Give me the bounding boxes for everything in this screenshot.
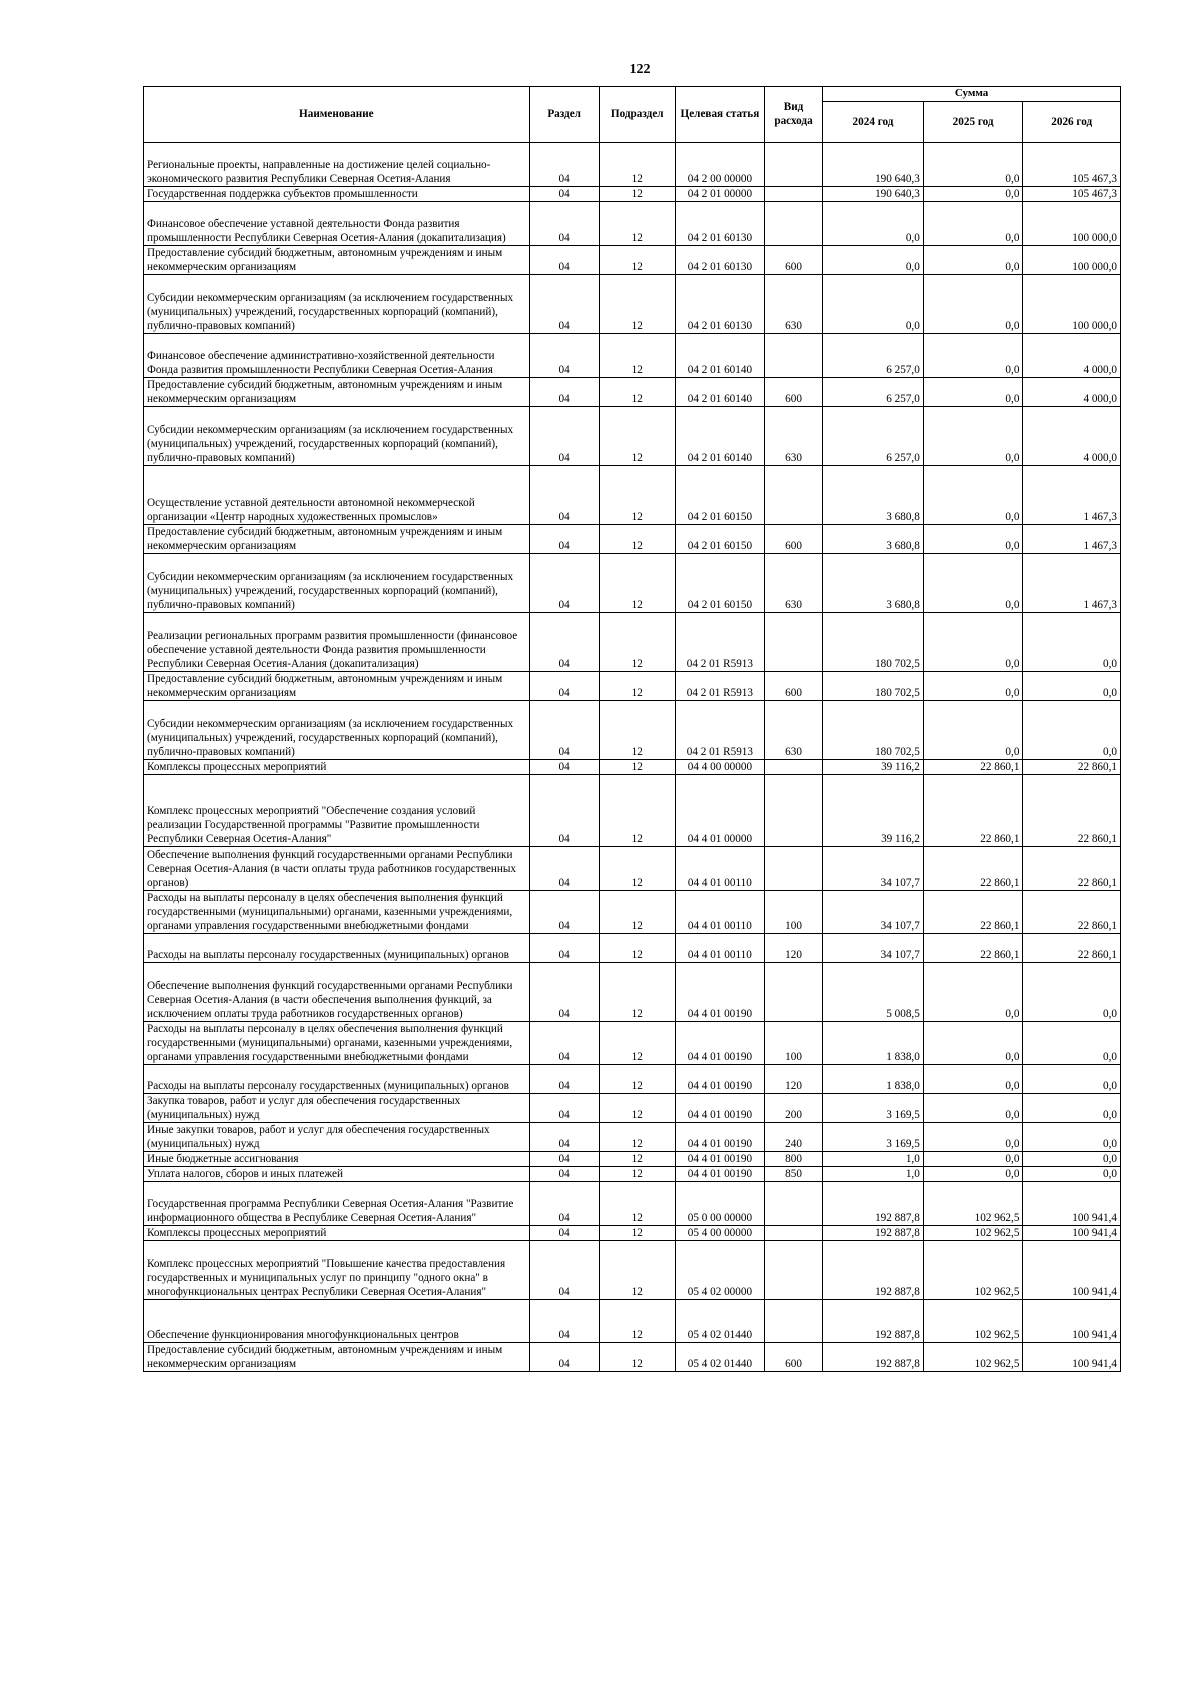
- cell-2025: 102 962,5: [923, 1299, 1023, 1342]
- cell-name: Комплексы процессных мероприятий: [144, 759, 530, 774]
- cell-subsection: 12: [599, 1225, 675, 1240]
- cell-subsection: 12: [599, 1151, 675, 1166]
- table-row: [144, 1151, 1121, 1166]
- cell-section: 04: [529, 1064, 599, 1093]
- cell-type: 120: [764, 933, 822, 962]
- cell-type: 600: [764, 245, 822, 274]
- cell-target: 04 4 01 00190: [675, 1151, 764, 1166]
- cell-2026: 1 467,3: [1023, 524, 1121, 553]
- cell-type: [764, 962, 822, 1021]
- cell-target: 04 2 01 R5913: [675, 671, 764, 700]
- cell-target: 05 4 00 00000: [675, 1225, 764, 1240]
- cell-2024: 3 680,8: [823, 524, 924, 553]
- header-name: Наименование: [144, 87, 530, 143]
- cell-2026: 0,0: [1023, 1093, 1121, 1122]
- cell-target: 04 4 01 00110: [675, 933, 764, 962]
- cell-target: 04 2 01 60150: [675, 553, 764, 612]
- cell-2024: 192 887,8: [823, 1299, 924, 1342]
- cell-type: 240: [764, 1122, 822, 1151]
- cell-subsection: 12: [599, 962, 675, 1021]
- cell-target: 04 4 01 00190: [675, 1064, 764, 1093]
- cell-section: 04: [529, 333, 599, 377]
- cell-name: Обеспечение выполнения функций государственными органами Республики Северная Осетия-Алания (в части оплаты труда работников государственных органов): [144, 846, 530, 890]
- cell-2026: 0,0: [1023, 1151, 1121, 1166]
- cell-subsection: 12: [599, 1166, 675, 1181]
- cell-2026: 0,0: [1023, 671, 1121, 700]
- cell-2025: 0,0: [923, 700, 1023, 759]
- cell-2025: 0,0: [923, 201, 1023, 245]
- cell-target: 04 2 01 60150: [675, 524, 764, 553]
- cell-2024: 1 838,0: [823, 1021, 924, 1064]
- cell-name: Предоставление субсидий бюджетным, автономным учреждениям и иным некоммерческим организациям: [144, 524, 530, 553]
- cell-2026: 4 000,0: [1023, 333, 1121, 377]
- cell-2024: 192 887,8: [823, 1181, 924, 1225]
- table-row: [144, 1122, 1121, 1151]
- cell-2025: 22 860,1: [923, 774, 1023, 846]
- cell-2024: 3 169,5: [823, 1093, 924, 1122]
- cell-target: 04 4 01 00190: [675, 1122, 764, 1151]
- cell-2026: 100 941,4: [1023, 1181, 1121, 1225]
- table-row: [144, 1240, 1121, 1299]
- cell-2024: 180 702,5: [823, 612, 924, 671]
- cell-2024: 3 680,8: [823, 553, 924, 612]
- table-row: [144, 1299, 1121, 1342]
- cell-2026: 100 000,0: [1023, 274, 1121, 333]
- cell-section: 04: [529, 245, 599, 274]
- cell-2024: 6 257,0: [823, 333, 924, 377]
- cell-2025: 0,0: [923, 553, 1023, 612]
- table-row: [144, 890, 1121, 933]
- cell-target: 04 4 01 00190: [675, 962, 764, 1021]
- cell-target: 04 4 01 00000: [675, 774, 764, 846]
- cell-subsection: 12: [599, 201, 675, 245]
- table-row: [144, 1225, 1121, 1240]
- header-2026: 2026 год: [1023, 101, 1121, 142]
- cell-2024: 0,0: [823, 245, 924, 274]
- table-row: [144, 846, 1121, 890]
- cell-subsection: 12: [599, 333, 675, 377]
- header-target: Целевая статья: [675, 87, 764, 143]
- table-row: [144, 406, 1121, 465]
- cell-2025: 0,0: [923, 1151, 1023, 1166]
- cell-type: [764, 333, 822, 377]
- cell-name: Иные закупки товаров, работ и услуг для обеспечения государственных (муниципальных) нужд: [144, 1122, 530, 1151]
- cell-2025: 0,0: [923, 245, 1023, 274]
- cell-section: 04: [529, 465, 599, 524]
- table-row: [144, 274, 1121, 333]
- table-row: [144, 1181, 1121, 1225]
- cell-2026: 0,0: [1023, 700, 1121, 759]
- cell-section: 04: [529, 890, 599, 933]
- cell-name: Расходы на выплаты персоналу государственных (муниципальных) органов: [144, 933, 530, 962]
- cell-section: 04: [529, 700, 599, 759]
- cell-2026: 22 860,1: [1023, 846, 1121, 890]
- cell-2024: 192 887,8: [823, 1225, 924, 1240]
- cell-subsection: 12: [599, 524, 675, 553]
- cell-2026: 105 467,3: [1023, 142, 1121, 186]
- cell-2024: 192 887,8: [823, 1342, 924, 1371]
- table-row: [144, 333, 1121, 377]
- cell-target: 04 2 00 00000: [675, 142, 764, 186]
- cell-section: 04: [529, 933, 599, 962]
- cell-name: Реализации региональных программ развития промышленности (финансовое обеспечение уставной деятельности Фонда развития промышленности Республики Северная Осетия-Алания (докапитализация): [144, 612, 530, 671]
- cell-name: Обеспечение выполнения функций государственными органами Республики Северная Осетия-Алания (в части обеспечения выполнения функций, за исключением оплаты труда работников государственных органов): [144, 962, 530, 1021]
- cell-subsection: 12: [599, 890, 675, 933]
- cell-2025: 22 860,1: [923, 933, 1023, 962]
- cell-name: Обеспечение функционирования многофункциональных центров: [144, 1299, 530, 1342]
- cell-2024: 5 008,5: [823, 962, 924, 1021]
- cell-section: 04: [529, 201, 599, 245]
- cell-2025: 0,0: [923, 1064, 1023, 1093]
- cell-name: Расходы на выплаты персоналу государственных (муниципальных) органов: [144, 1064, 530, 1093]
- cell-subsection: 12: [599, 612, 675, 671]
- cell-subsection: 12: [599, 1064, 675, 1093]
- cell-2024: 1,0: [823, 1151, 924, 1166]
- header-sum-group: Сумма: [823, 87, 1121, 102]
- cell-section: 04: [529, 1122, 599, 1151]
- cell-subsection: 12: [599, 1299, 675, 1342]
- cell-name: Расходы на выплаты персоналу в целях обеспечения выполнения функций государственными (муниципальными) органами, казенными учреждениями, органами управления государственными внебюджетными фондами: [144, 1021, 530, 1064]
- cell-type: [764, 1181, 822, 1225]
- cell-subsection: 12: [599, 186, 675, 201]
- cell-section: 04: [529, 524, 599, 553]
- cell-section: 04: [529, 671, 599, 700]
- cell-subsection: 12: [599, 274, 675, 333]
- cell-2026: 100 941,4: [1023, 1240, 1121, 1299]
- cell-2025: 22 860,1: [923, 890, 1023, 933]
- cell-subsection: 12: [599, 406, 675, 465]
- cell-name: Финансовое обеспечение уставной деятельности Фонда развития промышленности Республики Северная Осетия-Алания (докапитализация): [144, 201, 530, 245]
- cell-2025: 102 962,5: [923, 1342, 1023, 1371]
- cell-name: Региональные проекты, направленные на достижение целей социально-экономического развития Республики Северная Осетия-Алания: [144, 142, 530, 186]
- cell-2024: 1 838,0: [823, 1064, 924, 1093]
- cell-section: 04: [529, 186, 599, 201]
- cell-subsection: 12: [599, 465, 675, 524]
- cell-target: 04 4 01 00110: [675, 846, 764, 890]
- cell-target: 04 2 01 60150: [675, 465, 764, 524]
- cell-2026: 22 860,1: [1023, 933, 1121, 962]
- cell-2024: 6 257,0: [823, 406, 924, 465]
- cell-name: Расходы на выплаты персоналу в целях обеспечения выполнения функций государственными (муниципальными) органами, казенными учреждениями, органами управления государственными внебюджетными фондами: [144, 890, 530, 933]
- table-row: [144, 524, 1121, 553]
- cell-2026: 0,0: [1023, 1166, 1121, 1181]
- cell-2026: 0,0: [1023, 1122, 1121, 1151]
- cell-2024: 39 116,2: [823, 774, 924, 846]
- cell-subsection: 12: [599, 1181, 675, 1225]
- cell-target: 04 4 01 00190: [675, 1021, 764, 1064]
- cell-2026: 100 000,0: [1023, 201, 1121, 245]
- table-row: [144, 774, 1121, 846]
- cell-2026: 4 000,0: [1023, 377, 1121, 406]
- cell-name: Закупка товаров, работ и услуг для обеспечения государственных (муниципальных) нужд: [144, 1093, 530, 1122]
- cell-section: 04: [529, 377, 599, 406]
- cell-name: Комплексы процессных мероприятий: [144, 1225, 530, 1240]
- cell-type: [764, 201, 822, 245]
- cell-type: 630: [764, 700, 822, 759]
- cell-type: 100: [764, 890, 822, 933]
- cell-target: 04 2 01 60140: [675, 333, 764, 377]
- cell-name: Субсидии некоммерческим организациям (за исключением государственных (муниципальных) учреждений, государственных корпораций (компаний), публично-правовых компаний): [144, 274, 530, 333]
- cell-2024: 1,0: [823, 1166, 924, 1181]
- budget-table: [143, 86, 1121, 1372]
- cell-subsection: 12: [599, 377, 675, 406]
- cell-name: Государственная программа Республики Северная Осетия-Алания "Развитие информационного общества в Республике Северная Осетия-Алания": [144, 1181, 530, 1225]
- cell-2024: 39 116,2: [823, 759, 924, 774]
- table-row: [144, 142, 1121, 186]
- cell-target: 04 2 01 R5913: [675, 700, 764, 759]
- cell-name: Предоставление субсидий бюджетным, автономным учреждениям и иным некоммерческим организациям: [144, 671, 530, 700]
- cell-type: 200: [764, 1093, 822, 1122]
- table-row: [144, 465, 1121, 524]
- cell-section: 04: [529, 1151, 599, 1166]
- cell-name: Финансовое обеспечение административно-хозяйственной деятельности Фонда развития промышленности Республики Северная Осетия-Алания: [144, 333, 530, 377]
- cell-2025: 0,0: [923, 274, 1023, 333]
- header-2025: 2025 год: [923, 101, 1023, 142]
- cell-type: 600: [764, 671, 822, 700]
- cell-2026: 100 000,0: [1023, 245, 1121, 274]
- table-row: [144, 186, 1121, 201]
- header-2024: 2024 год: [823, 101, 924, 142]
- cell-section: 04: [529, 1021, 599, 1064]
- cell-2024: 190 640,3: [823, 142, 924, 186]
- cell-2026: 22 860,1: [1023, 774, 1121, 846]
- cell-2024: 34 107,7: [823, 933, 924, 962]
- cell-type: [764, 774, 822, 846]
- cell-2025: 0,0: [923, 671, 1023, 700]
- cell-2025: 22 860,1: [923, 759, 1023, 774]
- cell-subsection: 12: [599, 142, 675, 186]
- cell-2025: 0,0: [923, 465, 1023, 524]
- cell-type: 100: [764, 1021, 822, 1064]
- cell-name: Уплата налогов, сборов и иных платежей: [144, 1166, 530, 1181]
- page-number: 122: [629, 62, 651, 77]
- cell-2025: 102 962,5: [923, 1181, 1023, 1225]
- cell-2024: 192 887,8: [823, 1240, 924, 1299]
- cell-name: Иные бюджетные ассигнования: [144, 1151, 530, 1166]
- cell-2026: 22 860,1: [1023, 759, 1121, 774]
- cell-2024: 0,0: [823, 201, 924, 245]
- table-row: [144, 1064, 1121, 1093]
- cell-target: 04 4 00 00000: [675, 759, 764, 774]
- cell-section: 04: [529, 612, 599, 671]
- cell-section: 04: [529, 553, 599, 612]
- cell-subsection: 12: [599, 1240, 675, 1299]
- cell-subsection: 12: [599, 700, 675, 759]
- cell-type: [764, 1240, 822, 1299]
- table-row: [144, 377, 1121, 406]
- cell-2024: 180 702,5: [823, 671, 924, 700]
- cell-2025: 0,0: [923, 612, 1023, 671]
- cell-2026: 1 467,3: [1023, 465, 1121, 524]
- cell-2026: 100 941,4: [1023, 1299, 1121, 1342]
- cell-2026: 0,0: [1023, 1021, 1121, 1064]
- cell-type: [764, 186, 822, 201]
- cell-target: 05 4 02 01440: [675, 1299, 764, 1342]
- cell-2025: 0,0: [923, 377, 1023, 406]
- cell-name: Предоставление субсидий бюджетным, автономным учреждениям и иным некоммерческим организациям: [144, 377, 530, 406]
- cell-type: [764, 846, 822, 890]
- cell-2026: 0,0: [1023, 612, 1121, 671]
- table-header: [144, 87, 1121, 143]
- cell-name: Субсидии некоммерческим организациям (за исключением государственных (муниципальных) учреждений, государственных корпораций (компаний), публично-правовых компаний): [144, 553, 530, 612]
- cell-2026: 105 467,3: [1023, 186, 1121, 201]
- header-section: Раздел: [529, 87, 599, 143]
- cell-name: Субсидии некоммерческим организациям (за исключением государственных (муниципальных) учреждений, государственных корпораций (компаний), публично-правовых компаний): [144, 700, 530, 759]
- cell-target: 05 0 00 00000: [675, 1181, 764, 1225]
- cell-2024: 34 107,7: [823, 846, 924, 890]
- cell-section: 04: [529, 142, 599, 186]
- cell-2025: 0,0: [923, 1166, 1023, 1181]
- cell-2026: 100 941,4: [1023, 1225, 1121, 1240]
- cell-name: Комплекс процессных мероприятий "Обеспечение создания условий реализации Государственной программы "Развитие промышленности Республики Северная Осетия-Алания": [144, 774, 530, 846]
- cell-2026: 4 000,0: [1023, 406, 1121, 465]
- cell-name: Государственная поддержка субъектов промышленности: [144, 186, 530, 201]
- table-row: [144, 1342, 1121, 1371]
- cell-subsection: 12: [599, 933, 675, 962]
- cell-section: 04: [529, 846, 599, 890]
- cell-type: 630: [764, 274, 822, 333]
- table-row: [144, 1166, 1121, 1181]
- cell-name: Осуществление уставной деятельности автономной некоммерческой организации «Центр народных художественных промыслов»: [144, 465, 530, 524]
- table-row: [144, 933, 1121, 962]
- cell-section: 04: [529, 1181, 599, 1225]
- cell-2024: 34 107,7: [823, 890, 924, 933]
- table-body: [144, 142, 1121, 1371]
- cell-section: 04: [529, 1093, 599, 1122]
- cell-target: 04 2 01 60140: [675, 377, 764, 406]
- cell-subsection: 12: [599, 245, 675, 274]
- table-row: [144, 1093, 1121, 1122]
- cell-2026: 0,0: [1023, 962, 1121, 1021]
- cell-type: [764, 465, 822, 524]
- cell-section: 04: [529, 1342, 599, 1371]
- cell-section: 04: [529, 759, 599, 774]
- cell-target: 04 2 01 60140: [675, 406, 764, 465]
- cell-section: 04: [529, 274, 599, 333]
- cell-2024: 180 702,5: [823, 700, 924, 759]
- cell-2025: 0,0: [923, 142, 1023, 186]
- cell-2025: 0,0: [923, 1122, 1023, 1151]
- cell-2024: 190 640,3: [823, 186, 924, 201]
- cell-2025: 22 860,1: [923, 846, 1023, 890]
- cell-type: 600: [764, 1342, 822, 1371]
- cell-2024: 3 169,5: [823, 1122, 924, 1151]
- cell-subsection: 12: [599, 1093, 675, 1122]
- cell-name: Комплекс процессных мероприятий "Повышение качества предоставления государственных и муниципальных услуг по принципу "одного окна" в многофункциональных центрах Республики Северная Осетия-Алания": [144, 1240, 530, 1299]
- cell-2026: 100 941,4: [1023, 1342, 1121, 1371]
- table-row: [144, 201, 1121, 245]
- header-subsection: Подраздел: [599, 87, 675, 143]
- cell-2025: 0,0: [923, 524, 1023, 553]
- cell-2026: 0,0: [1023, 1064, 1121, 1093]
- table-row: [144, 553, 1121, 612]
- cell-type: 120: [764, 1064, 822, 1093]
- cell-subsection: 12: [599, 846, 675, 890]
- cell-subsection: 12: [599, 671, 675, 700]
- cell-target: 04 2 01 60130: [675, 274, 764, 333]
- table-row: [144, 962, 1121, 1021]
- cell-2025: 0,0: [923, 333, 1023, 377]
- cell-subsection: 12: [599, 774, 675, 846]
- cell-2025: 0,0: [923, 406, 1023, 465]
- cell-2025: 0,0: [923, 1093, 1023, 1122]
- cell-2026: 1 467,3: [1023, 553, 1121, 612]
- cell-2026: 22 860,1: [1023, 890, 1121, 933]
- cell-section: 04: [529, 962, 599, 1021]
- cell-type: 600: [764, 377, 822, 406]
- table-row: [144, 245, 1121, 274]
- table-row: [144, 1021, 1121, 1064]
- cell-type: 600: [764, 524, 822, 553]
- cell-subsection: 12: [599, 1122, 675, 1151]
- cell-target: 04 2 01 60130: [675, 245, 764, 274]
- cell-target: 04 4 01 00190: [675, 1166, 764, 1181]
- cell-subsection: 12: [599, 553, 675, 612]
- cell-subsection: 12: [599, 1021, 675, 1064]
- cell-type: 850: [764, 1166, 822, 1181]
- cell-2025: 0,0: [923, 1021, 1023, 1064]
- cell-target: 04 2 01 60130: [675, 201, 764, 245]
- cell-2025: 102 962,5: [923, 1225, 1023, 1240]
- cell-type: [764, 612, 822, 671]
- cell-target: 05 4 02 00000: [675, 1240, 764, 1299]
- cell-type: 630: [764, 553, 822, 612]
- cell-2024: 3 680,8: [823, 465, 924, 524]
- cell-target: 05 4 02 01440: [675, 1342, 764, 1371]
- table-row: [144, 612, 1121, 671]
- cell-2025: 102 962,5: [923, 1240, 1023, 1299]
- cell-type: [764, 1225, 822, 1240]
- cell-subsection: 12: [599, 759, 675, 774]
- header-type: Вид расхода: [764, 87, 822, 143]
- cell-target: 04 4 01 00110: [675, 890, 764, 933]
- cell-type: [764, 1299, 822, 1342]
- cell-section: 04: [529, 1225, 599, 1240]
- cell-target: 04 4 01 00190: [675, 1093, 764, 1122]
- cell-name: Предоставление субсидий бюджетным, автономным учреждениям и иным некоммерческим организациям: [144, 245, 530, 274]
- cell-2025: 0,0: [923, 186, 1023, 201]
- cell-target: 04 2 01 R5913: [675, 612, 764, 671]
- table-row: [144, 671, 1121, 700]
- cell-subsection: 12: [599, 1342, 675, 1371]
- cell-2024: 6 257,0: [823, 377, 924, 406]
- table-row: [144, 700, 1121, 759]
- cell-section: 04: [529, 774, 599, 846]
- cell-type: [764, 142, 822, 186]
- cell-section: 04: [529, 1299, 599, 1342]
- cell-2025: 0,0: [923, 962, 1023, 1021]
- cell-name: Предоставление субсидий бюджетным, автономным учреждениям и иным некоммерческим организациям: [144, 1342, 530, 1371]
- cell-type: [764, 759, 822, 774]
- cell-section: 04: [529, 1166, 599, 1181]
- cell-name: Субсидии некоммерческим организациям (за исключением государственных (муниципальных) учреждений, государственных корпораций (компаний), публично-правовых компаний): [144, 406, 530, 465]
- cell-type: 800: [764, 1151, 822, 1166]
- table-row: [144, 759, 1121, 774]
- cell-2024: 0,0: [823, 274, 924, 333]
- cell-target: 04 2 01 00000: [675, 186, 764, 201]
- cell-section: 04: [529, 406, 599, 465]
- cell-section: 04: [529, 1240, 599, 1299]
- cell-type: 630: [764, 406, 822, 465]
